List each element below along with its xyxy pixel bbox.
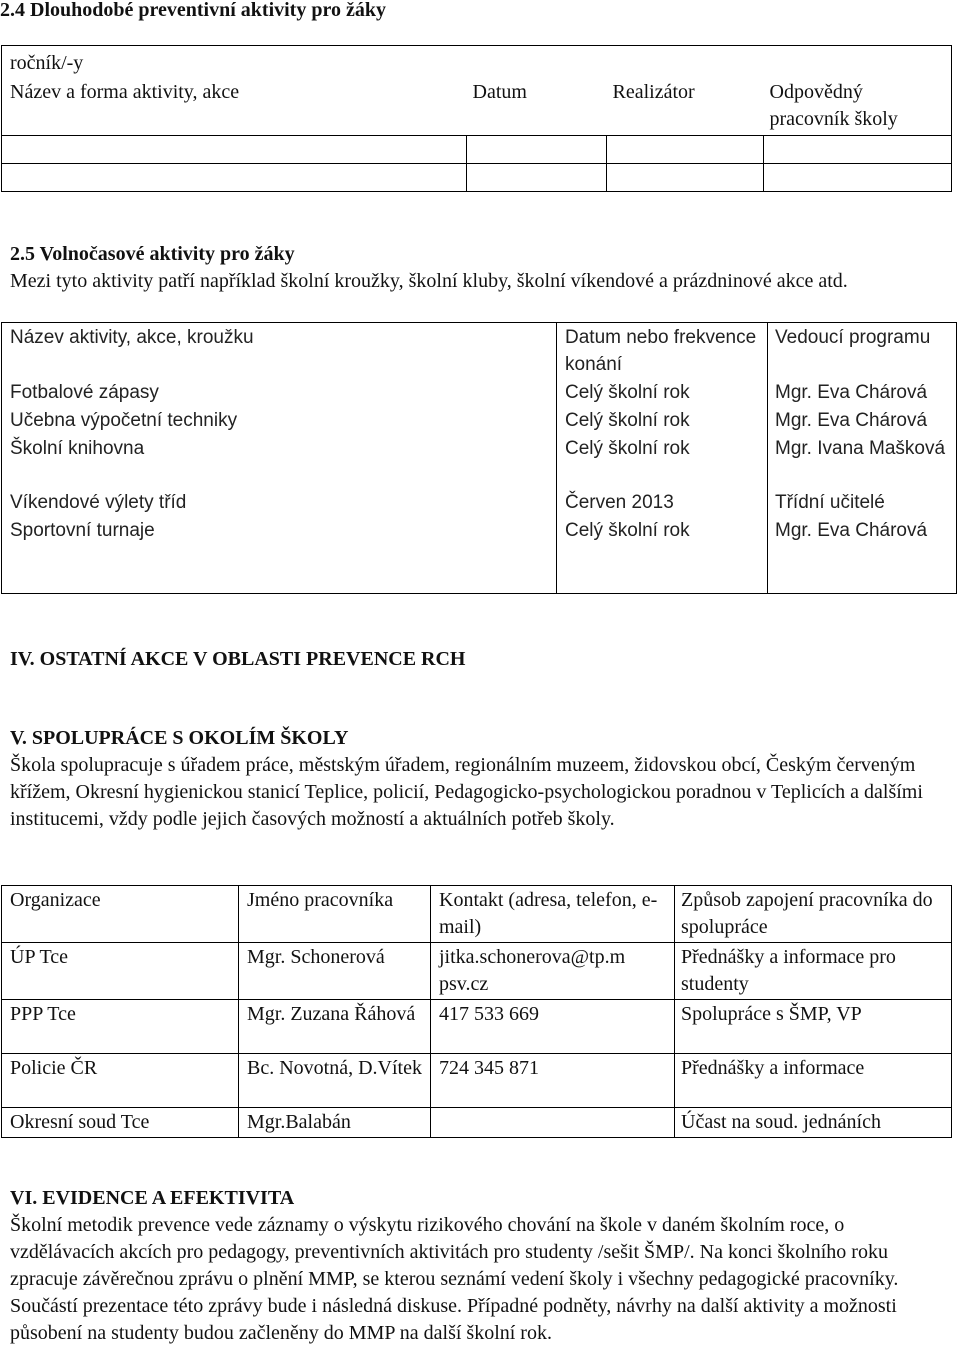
activity-leader: Třídní učitelé [775, 492, 885, 513]
table-row [2, 407, 957, 435]
section-v-heading: V. SPOLUPRÁCE S OKOLÍM ŠKOLY [10, 727, 349, 749]
activity-leader: Mgr. Eva Chárová [775, 410, 928, 431]
header-leader: Vedoucí programu [775, 327, 931, 348]
section-2-5-heading: 2.5 Volnočasové aktivity pro žáky [10, 243, 295, 265]
empty-cell [2, 136, 467, 164]
header-involvement: Způsob zapojení pracovníka do spolupráce [675, 886, 952, 943]
empty-cell [764, 164, 952, 192]
involvement: Přednášky a informace [675, 1054, 952, 1108]
worker-name: Bc. Novotná, D.Vítek [239, 1054, 431, 1108]
table-row [2, 1108, 952, 1138]
header-contact: Kontakt (adresa, telefon, e-mail) [431, 886, 675, 943]
activity-date: Červen 2013 [557, 489, 768, 517]
cooperation-table [1, 885, 952, 1138]
empty-cell [607, 136, 764, 164]
activity-name: Víkendové výlety tříd [10, 492, 187, 513]
header-implementer: Realizátor [607, 77, 764, 136]
header-worker-name: Jméno pracovníka [239, 886, 431, 943]
worker-name: Mgr.Balabán [239, 1108, 431, 1138]
contact: jitka.schonerova@tp.m psv.cz [431, 943, 675, 1000]
contact [431, 1108, 675, 1138]
activity-date: Celý školní rok [557, 407, 768, 435]
section-vi-text: Školní metodik prevence vede záznamy o výskytu rizikového chování na škole v daném školním roce, o vzdělávacích akcích pro pedagogy, preventivních aktivitách pro studenty /sešit ŠMP/. Na konci školního roku zpracuje závěrečnou zprávu o plnění MMP, se kterou seznámí vedení školy i všechny pedagogické pracovníky. Součástí prezentace této zprávy bude i následná diskuse. Případné podněty, návrhy na další aktivity a možnosti působení na studenty budou začleněny do MMP na další školní rok. [10, 1214, 899, 1344]
table-row [2, 379, 957, 407]
worker-name: Mgr. Zuzana Řáhová [239, 1000, 431, 1054]
activity-leader: Mgr. Eva Chárová [775, 382, 928, 403]
header-date: Datum [467, 77, 607, 136]
activity-leader: Mgr. Eva Chárová [775, 520, 928, 541]
empty-cell [467, 164, 607, 192]
table-row [2, 943, 952, 1000]
activity-name: Sportovní turnaje [10, 520, 155, 541]
activity-name: Fotbalové zápasy [10, 382, 159, 403]
section-v-text: Škola spolupracuje s úřadem práce, městským úřadem, regionálním muzeem, židovskou obcí, Českým červeným křížem, Okresní hygienickou stanicí Teplice, policií, Pedagogicko-psychologickou poradnou v Teplicích a dalšími institucemi, vždy podle jejich časových možností a aktuálních potřeb školy. [10, 754, 923, 830]
activity-date: Celý školní rok [557, 379, 768, 407]
grade-label: ročník/-y [2, 46, 952, 78]
table-row [2, 1000, 952, 1054]
header-activity-name: Název a forma aktivity, akce [2, 77, 467, 136]
section-2-4-heading: 2.4 Dlouhodobé preventivní aktivity pro žáky [0, 0, 386, 21]
involvement: Přednášky a informace pro studenty [675, 943, 952, 1000]
section-vi-heading: VI. EVIDENCE A EFEKTIVITA [10, 1187, 295, 1209]
activity-name: Učebna výpočetní techniky [10, 410, 238, 431]
table-row [2, 1054, 952, 1108]
worker-name: Mgr. Schonerová [239, 943, 431, 1000]
involvement: Spolupráce s ŠMP, VP [675, 1000, 952, 1054]
empty-cell [607, 164, 764, 192]
empty-cell [764, 136, 952, 164]
empty-cell [2, 164, 467, 192]
table-row [2, 517, 957, 593]
table-row [2, 435, 957, 489]
organization: PPP Tce [2, 1000, 239, 1054]
activity-leader: Mgr. Ivana Mašková [775, 438, 946, 459]
table-row [2, 489, 957, 517]
organization: ÚP Tce [2, 943, 239, 1000]
empty-cell [467, 136, 607, 164]
activity-date: Celý školní rok [557, 435, 768, 489]
header-organization: Organizace [2, 886, 239, 943]
involvement: Účast na soud. jednáních [675, 1108, 952, 1138]
leisure-activities-table [1, 322, 957, 594]
preventive-activities-table [1, 45, 952, 192]
contact: 417 533 669 [431, 1000, 675, 1054]
organization: Policie ČR [2, 1054, 239, 1108]
organization: Okresní soud Tce [2, 1108, 239, 1138]
header-activity: Název aktivity, akce, kroužku [10, 327, 254, 348]
section-iv-heading: IV. OSTATNÍ AKCE V OBLASTI PREVENCE RCH [10, 648, 466, 670]
section-2-5-intro: Mezi tyto aktivity patří například školní kroužky, školní kluby, školní víkendové a prázdninové akce atd. [10, 270, 848, 292]
activity-date: Celý školní rok [557, 517, 768, 593]
header-responsible-staff: Odpovědný pracovník školy [764, 77, 952, 136]
activity-name: Školní knihovna [10, 438, 145, 459]
header-date-frequency: Datum nebo frekvence konání [557, 323, 768, 380]
contact: 724 345 871 [431, 1054, 675, 1108]
